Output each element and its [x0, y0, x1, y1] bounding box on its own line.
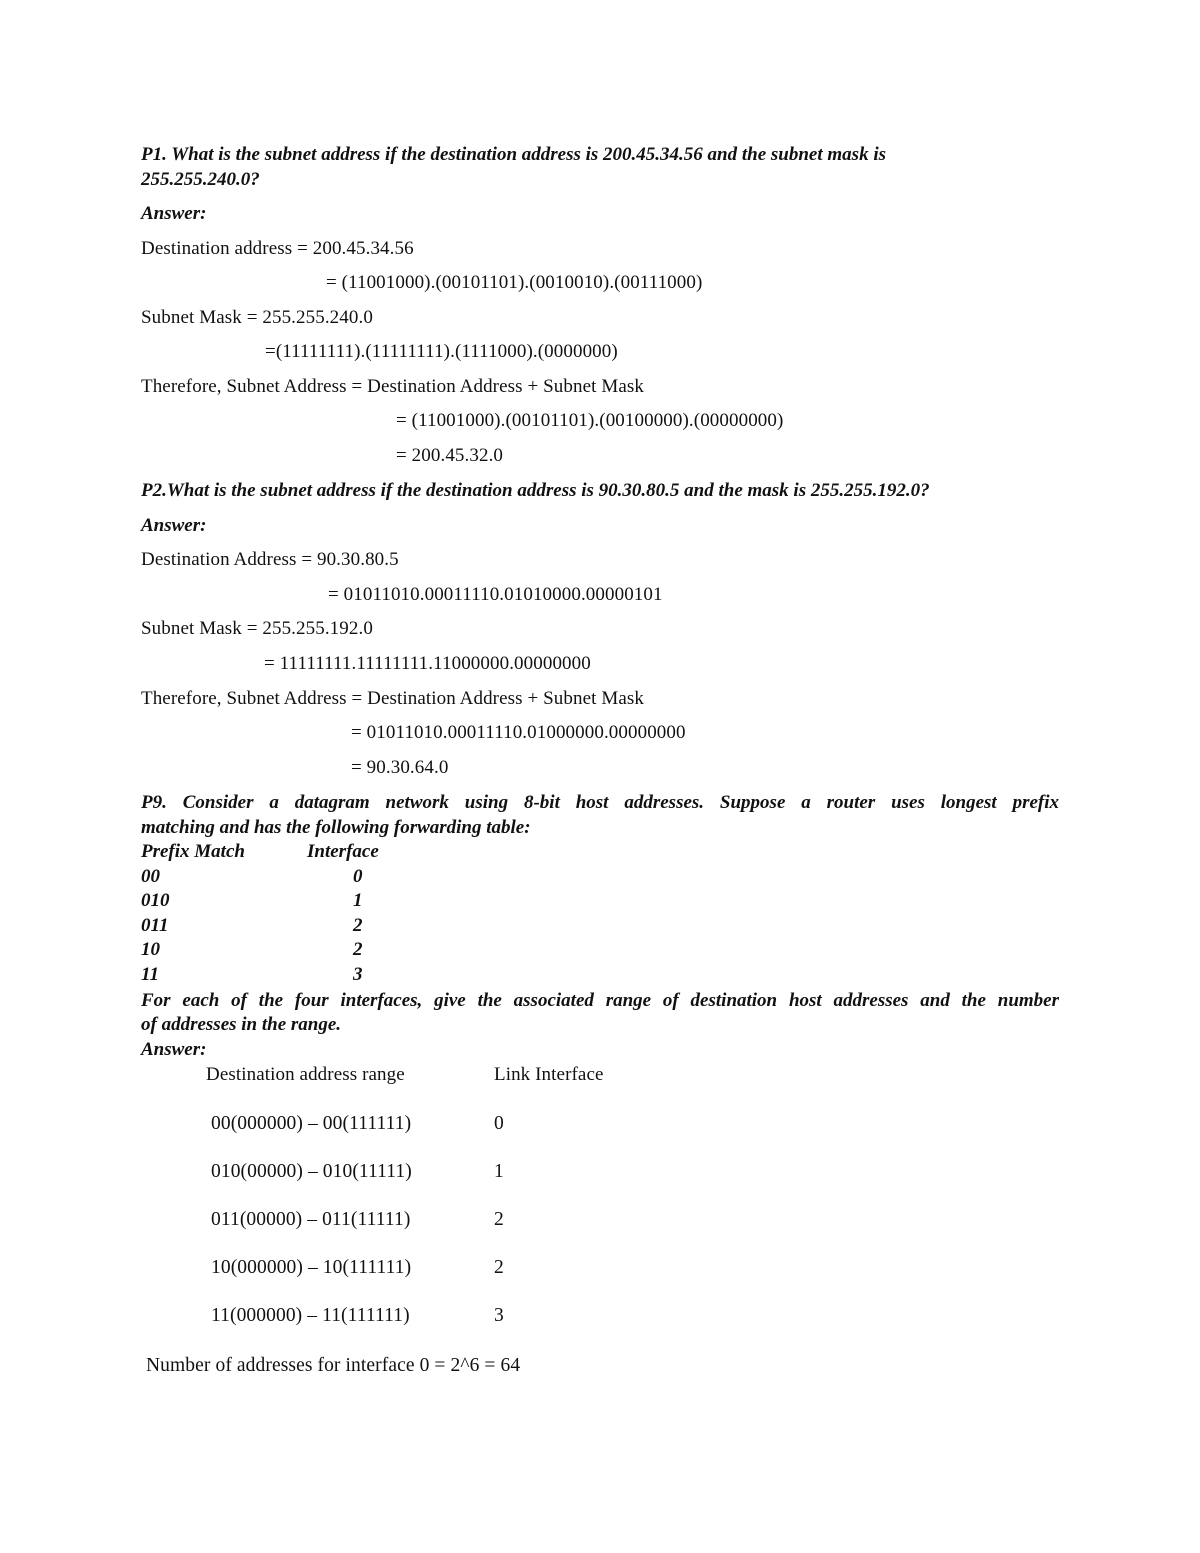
p2-result-binary: = 01011010.00011110.01000000.00000000	[351, 722, 686, 743]
p1-destination-binary: = (11001000).(00101101).(0010010).(00111000)	[326, 272, 703, 293]
p1-mask-binary: =(11111111).(11111111).(1111000).(0000000)	[265, 341, 618, 362]
prefix-table-row-prefix: 011	[141, 915, 169, 936]
range-table-row-interface: 2	[494, 1209, 504, 1230]
range-table-row-range: 011(00000) – 011(11111)	[211, 1209, 411, 1230]
prefix-table-row-prefix: 00	[141, 866, 160, 887]
range-table-row-range: 010(00000) – 010(11111)	[211, 1161, 412, 1182]
p2-mask-binary: = 11111111.11111111.11000000.00000000	[264, 653, 591, 674]
p2-question: P2.What is the subnet address if the destination address is 90.30.80.5 and the mask is 255.255.192.0?	[141, 480, 930, 501]
p1-therefore-line: Therefore, Subnet Address = Destination Address + Subnet Mask	[141, 376, 644, 397]
p2-destination-binary: = 01011010.00011110.01010000.00000101	[328, 584, 663, 605]
prefix-table-row-interface: 2	[353, 939, 363, 960]
p1-result-decimal: = 200.45.32.0	[396, 445, 504, 466]
p9-followup-line1: For each of the four interfaces, give the associated range of destination host addresses and the number	[141, 990, 1059, 1011]
p2-destination-line: Destination Address = 90.30.80.5	[141, 549, 399, 570]
prefix-table-header-interface: Interface	[307, 841, 379, 862]
prefix-table-row-interface: 1	[353, 890, 363, 911]
p1-question-line2: 255.255.240.0?	[141, 169, 260, 190]
p2-mask-line: Subnet Mask = 255.255.192.0	[141, 618, 373, 639]
p1-question-line1: P1. What is the subnet address if the destination address is 200.45.34.56 and the subnet mask is	[141, 144, 886, 165]
p2-answer-label: Answer:	[141, 515, 207, 536]
range-table-row-interface: 2	[494, 1257, 504, 1278]
prefix-table-header-prefix: Prefix Match	[141, 841, 245, 862]
range-table-row-interface: 3	[494, 1305, 504, 1326]
range-table-header-range: Destination address range	[206, 1064, 405, 1085]
p2-therefore-line: Therefore, Subnet Address = Destination Address + Subnet Mask	[141, 688, 644, 709]
p9-question-line1: P9. Consider a datagram network using 8-bit host addresses. Suppose a router uses longest prefix	[141, 792, 1059, 813]
range-table-row-interface: 1	[494, 1161, 504, 1182]
range-table-row-range: 11(000000) – 11(111111)	[211, 1305, 410, 1326]
prefix-table-row-interface: 3	[353, 964, 363, 985]
prefix-table-row-interface: 2	[353, 915, 363, 936]
address-count-line: Number of addresses for interface 0 = 2^6 = 64	[146, 1355, 521, 1376]
range-table-header-interface: Link Interface	[494, 1064, 604, 1085]
p9-question-line2: matching and has the following forwarding table:	[141, 817, 531, 838]
p1-mask-line: Subnet Mask = 255.255.240.0	[141, 307, 373, 328]
range-table-row-interface: 0	[494, 1113, 504, 1134]
prefix-table-row-prefix: 010	[141, 890, 170, 911]
p1-answer-label: Answer:	[141, 203, 207, 224]
range-table-row-range: 10(000000) – 10(111111)	[211, 1257, 412, 1278]
p9-followup-line2: of addresses in the range.	[141, 1014, 342, 1035]
p9-answer-label: Answer:	[141, 1039, 207, 1060]
p1-result-binary: = (11001000).(00101101).(00100000).(00000000)	[396, 410, 784, 431]
p2-result-decimal: = 90.30.64.0	[351, 757, 449, 778]
p1-destination-line: Destination address = 200.45.34.56	[141, 238, 414, 259]
range-table-row-range: 00(000000) – 00(111111)	[211, 1113, 412, 1134]
prefix-table-row-interface: 0	[353, 866, 363, 887]
prefix-table-row-prefix: 11	[141, 964, 159, 985]
prefix-table-row-prefix: 10	[141, 939, 160, 960]
